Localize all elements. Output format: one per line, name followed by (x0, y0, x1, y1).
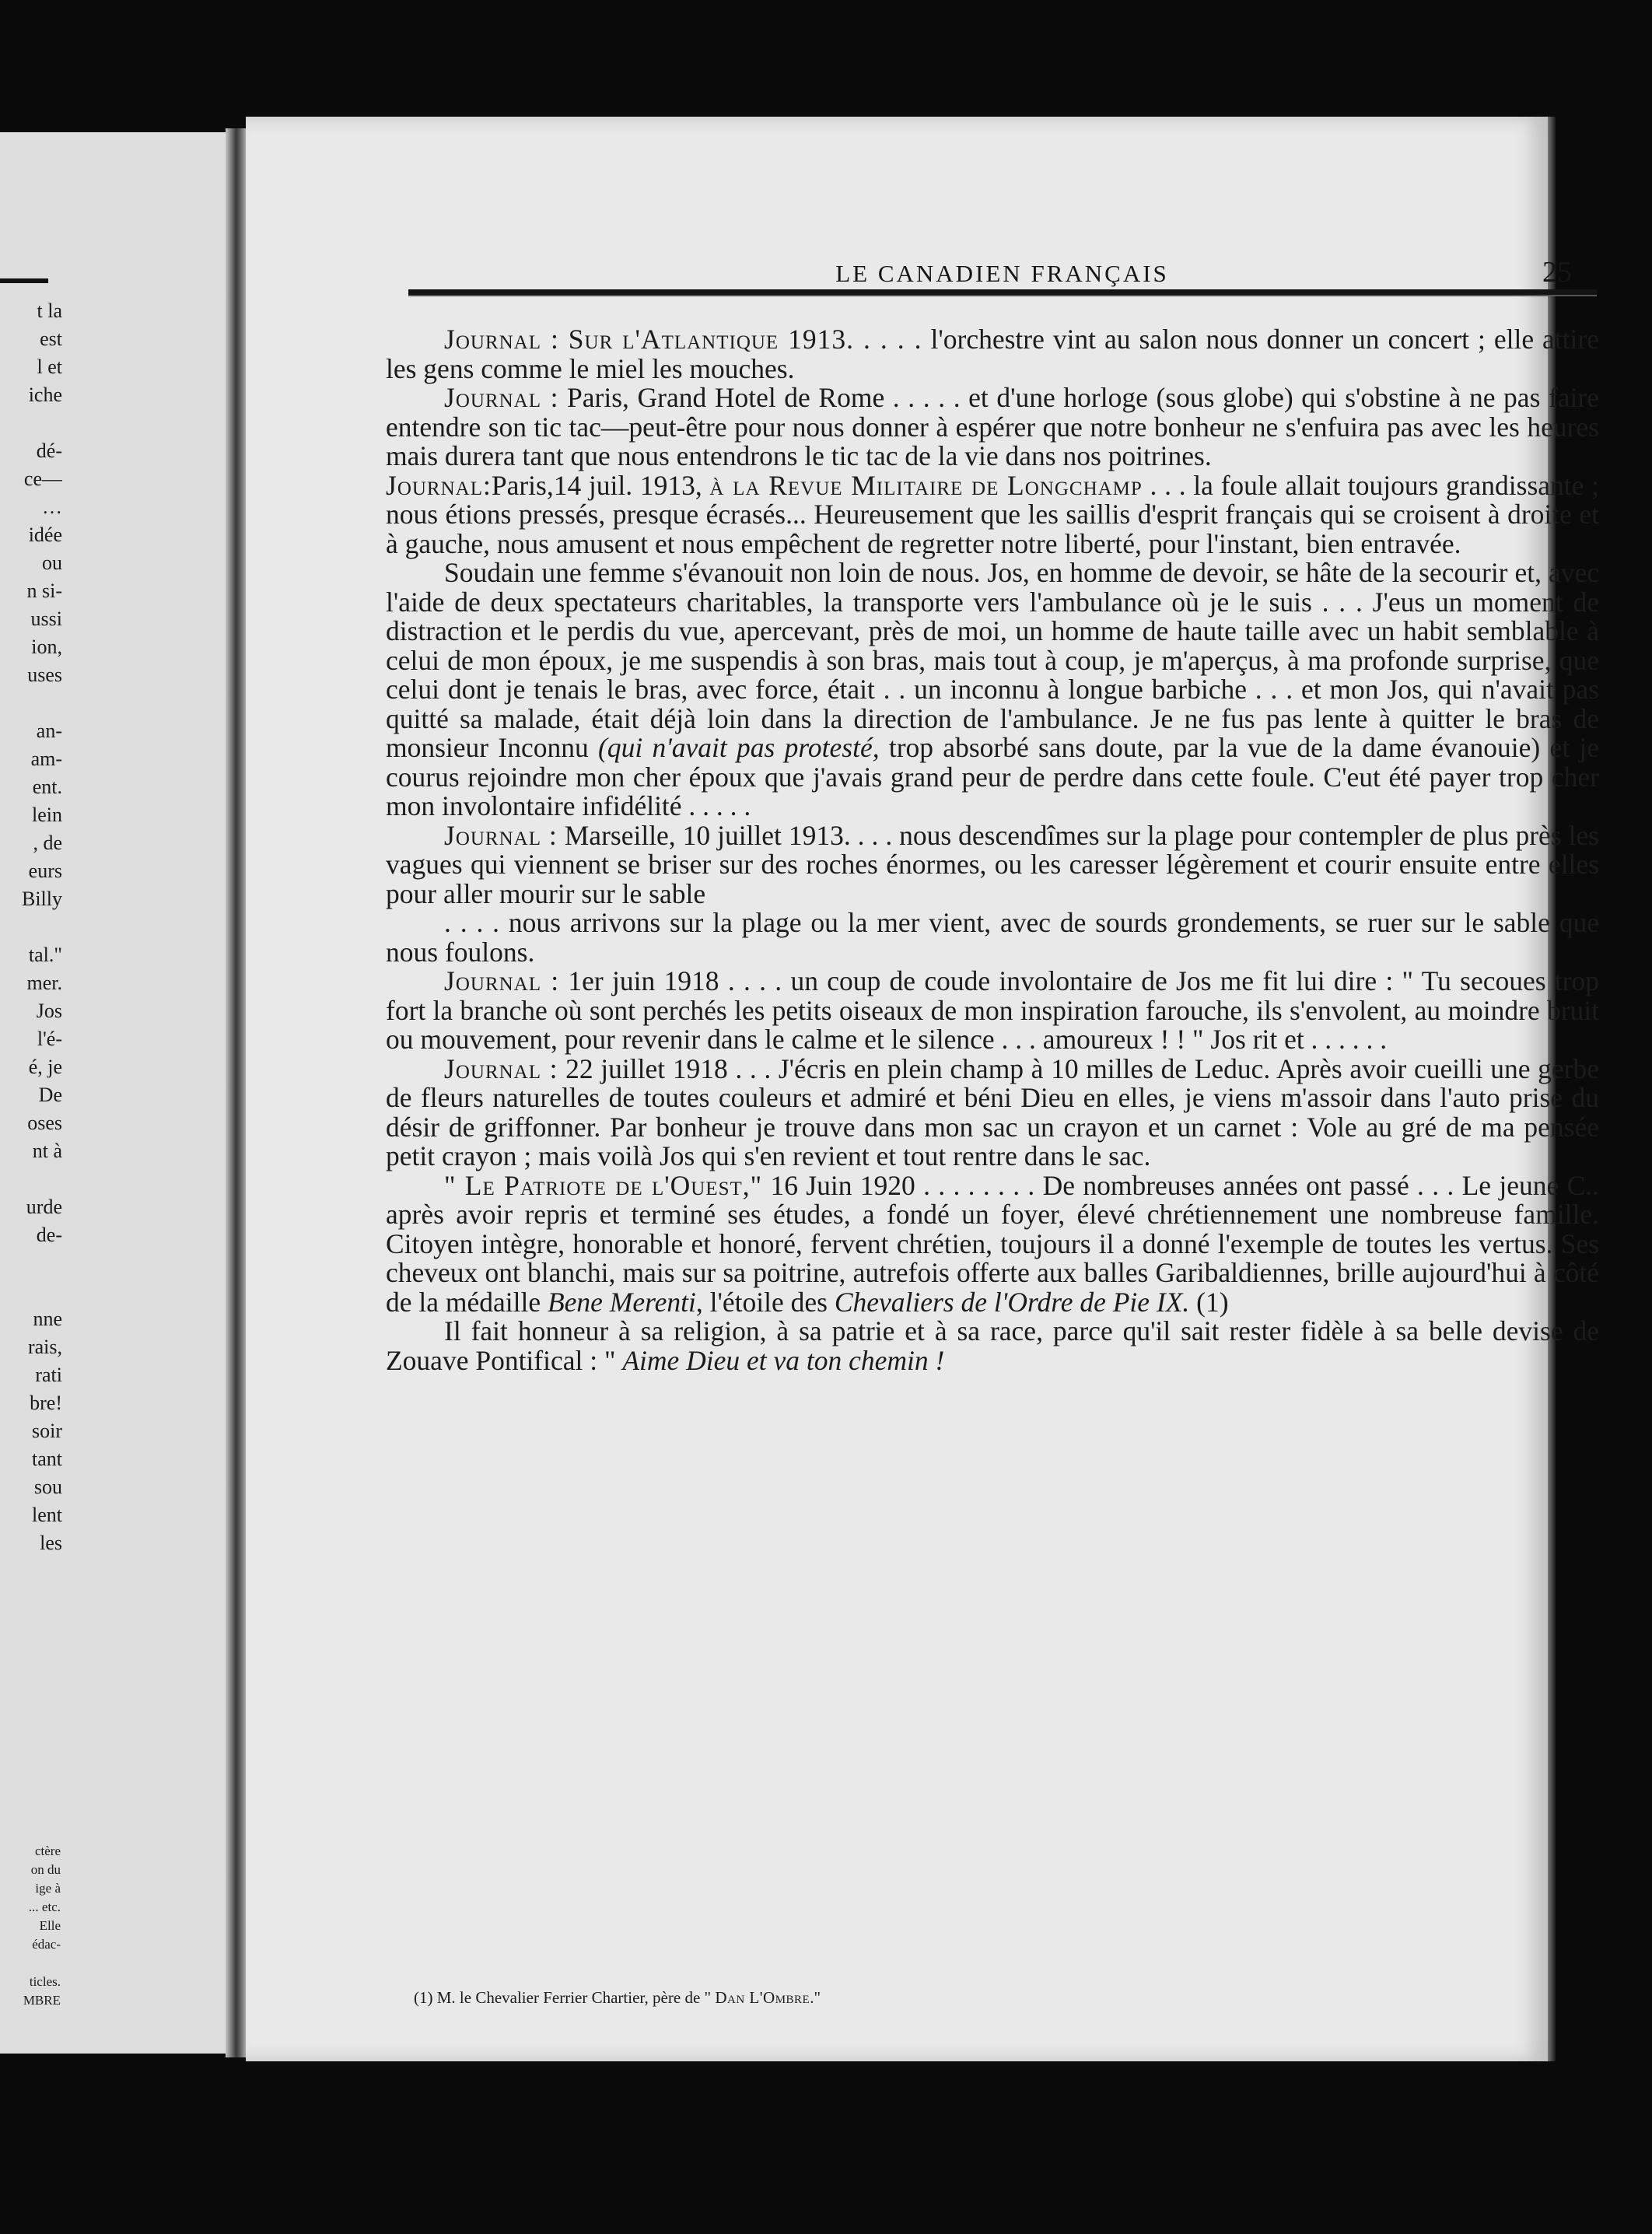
paragraph-text: . . . . nous arrivons sur la plage ou la mer vient, avec de sourds grondements, se ruer sur le sable que nous foulons. (386, 907, 1599, 968)
left-page-fragment-line: idée (28, 523, 62, 546)
page-header (409, 257, 1595, 303)
paragraph-journal-longchamp (386, 471, 1599, 559)
left-page-fragment-line: de- (36, 1224, 62, 1246)
left-page-fragment-line: oses (27, 1112, 62, 1134)
left-page-fragment-line (0, 689, 62, 717)
page-number: 25 (1542, 256, 1572, 289)
left-page-fragment-line: an- (36, 720, 62, 742)
left-page-fragment-line: tant (32, 1448, 62, 1470)
left-page-fragment-line: n si- (26, 580, 62, 602)
paragraph-text: 22 juillet 1918 . . . J'écris en plein champ à 10 milles de Leduc. Après avoir cueilli une gerbe de fleurs naturelles de toutes couleurs et admiré et béni Dieu en elles, je viens m'assoir dans l'auto prise du désir de griffonner. Par bonheur je trouve dans mon sac un crayon et un carnet : Vole au gré de ma pensée petit crayon ; mais voilà Jos qui s'en revient et tout rentre dans le sac. (386, 1052, 1600, 1171)
left-page-fragment-line: sou (33, 1476, 62, 1498)
left-page-fragment-line: les (40, 1532, 62, 1554)
left-page-fragment-line: est (40, 327, 62, 350)
paragraph-lead: Journal : (444, 1052, 558, 1084)
left-page-note-line: ticles. (29, 1974, 61, 1989)
left-page-fragment-line: ou (42, 551, 62, 574)
paragraph-italic: (qui n'avait pas protesté, (598, 732, 880, 763)
paragraph-plage (386, 909, 1599, 967)
left-page-fragment-line (0, 913, 62, 941)
paragraph-date: Paris,14 juil. 1913, (491, 469, 710, 501)
paragraph-devise (386, 1317, 1599, 1375)
header-rule (408, 289, 1597, 296)
paragraph-journal-paris-rome (386, 383, 1599, 471)
paragraph-evanouie (386, 558, 1599, 821)
left-page-fragment-line: tal." (28, 944, 62, 966)
left-page-fragment-line: soir (32, 1420, 62, 1442)
paragraph-text: (1) (1189, 1286, 1229, 1318)
paragraph-lead: " Le Patriote de l'Ouest," (444, 1169, 763, 1201)
left-page-fragment-line (0, 409, 62, 437)
left-page-fragment-line (0, 1249, 62, 1277)
paragraph-place: à la Revue Militaire de Longchamp (709, 469, 1143, 501)
paragraph-lead: Journal : (444, 965, 560, 996)
left-page-fragment-line: dé- (36, 439, 62, 462)
running-title: LE CANADIEN FRANÇAIS (835, 260, 1169, 287)
left-page-note-line: Elle (39, 1918, 61, 1933)
left-page-fragment-line (0, 1277, 62, 1305)
paragraph-journal-atlantique (386, 325, 1599, 383)
footnote-marker: (1) (414, 1988, 433, 2007)
left-page-fragment-line: uses (27, 664, 62, 686)
paragraph-italic: Bene Merenti (547, 1286, 696, 1318)
paragraph-text: l'orchestre vint au salon nous donner un concert ; elle attire les gens comme le miel les mouches. (386, 324, 1599, 384)
left-page-note-line: MBRE (23, 1993, 61, 2008)
paragraph-lead: Journal : (444, 382, 559, 413)
paragraph-text: Paris, Grand Hotel de Rome . . . . . et d'une horloge (sous globe) qui s'obstine à ne pas faire entendre son tic tac—peut-être pour nous donner à espérer que notre bonheur ne s'enfuira pas avec les heures mais durera tant que nous entendrons le tic tac de la vie dans nos poitrines. (386, 382, 1600, 471)
left-page-fragment-line: urde (26, 1196, 62, 1218)
left-page-fragment-line: bre! (30, 1392, 62, 1414)
left-page-fragment-line: t la (37, 299, 62, 322)
paragraph-text: Soudain une femme s'évanouit non loin de nous. Jos, en homme de devoir, se hâte de la secourir et, avec l'aide de deux spectateurs charitables, la transporte vers l'ambulance où je le suis . . . J'eus un moment de distraction et le perdis du vue, apercevant, près de moi, un homme de haute taille avec un habit semblable à celui de mon époux, je me suspendis à son bras, mais tout à coup, je m'aperçus, à ma profonde surprise, que celui dont je tenais le bras, avec force, était . . un inconnu à longue barbiche . . . et mon Jos, qui n'avait pas quitté sa malade, était déjà loin dans la direction de l'ambulance. Je ne fus pas lente à quitter le bras de monsieur Inconnu (386, 557, 1599, 763)
left-page-fragment-line: am- (30, 748, 62, 770)
left-page-line-endings (0, 297, 62, 1557)
left-page-note-line: édac- (32, 1937, 61, 1952)
left-page-fragment-line: Billy (21, 888, 62, 910)
article-body (386, 325, 1599, 1375)
paragraph-text: Marseille, 10 juillet 1913. . . . nous descendîmes sur la plage pour contempler de plus près les vagues qui viennent se briser sur des roches énormes, ou les caresser légèrement et courir ensuite entre elles pour aller mourir sur le sable (386, 819, 1599, 909)
left-page-fragment-line: … (42, 495, 62, 518)
left-page-note-line: ige à (35, 1881, 61, 1896)
footnote-ref: Dan L'Ombre (715, 1988, 810, 2007)
paragraph-text: 16 Juin 1920 . . . . . . . . De nombreuses années ont passé . . . Le jeune C.. après avoir repris et terminé ses études, a fondé un foyer, élevé chrétiennement une nombreuse famille. Citoyen intègre, honorable et honoré, fervent chrétien, toujours il a donné l'exemple de toutes les vertus. Ses cheveux ont blanchi, mais sur sa poitrine, autrefois offerte aux balles Garibaldiennes, brille aujourd'hui à côté de la médaille (386, 1169, 1599, 1318)
paragraph-lead: Journal : (444, 819, 558, 851)
left-page-header-rule (0, 278, 48, 283)
left-page-fragment-line: Jos (36, 1000, 62, 1022)
left-page-fragment-line: eurs (28, 860, 62, 882)
left-page-fragment-line: nne (33, 1308, 62, 1330)
footnote-text: M. le Chevalier Ferrier Chartier, père de " (432, 1988, 716, 2007)
paragraph-journal-juillet-1918 (386, 1052, 1600, 1171)
left-page-fragment-line: iche (28, 383, 62, 406)
left-page-note-line: ctère (34, 1844, 61, 1858)
left-page-fragment-line: lein (32, 804, 62, 826)
right-page (246, 117, 1600, 2061)
paragraph-text: trop absorbé sans doute, par la vue de la dame évanouie) et je courus rejoindre mon cher époux que j'avais grand peur de perdre dans cette foule. C'eut été payer trop cher mon involontaire infidélité . . . . . (386, 732, 1599, 821)
left-page-note-line: ... etc. (28, 1900, 61, 1914)
paragraph-text: 1er juin 1918 . . . . un coup de coude involontaire de Jos me fit lui dire : " Tu secoues trop fort la branche où sont perchés les petits oiseaux de mon inspiration farouche, ils s'envolent, au moindre bruit ou mouvement, pour revenir dans le calme et le silence . . . amoureux ! ! " Jos rit et . . . . . . (386, 965, 1600, 1055)
left-page-fragment-line: l'é- (37, 1028, 62, 1050)
left-page-fragment (0, 132, 233, 2054)
paragraph-text: . . . la foule allait toujours grandissante ; nous étions pressés, presque écrasés... Heureusement que les saillis d'esprit français qui se croisent à droite et à gauche, nous amusent et nous empêchent de regretter notre liberté, pour l'instant, bien entravée. (386, 469, 1599, 559)
paragraph-journal-marseille (386, 821, 1599, 909)
left-page-fragment-line: , de (33, 832, 62, 854)
left-page-fragment-line: mer. (26, 972, 62, 994)
left-page-fragment-line: é, je (28, 1056, 62, 1078)
footnote (414, 1987, 1580, 2008)
left-page-fragment-line: ussi (30, 608, 62, 630)
left-page-note-line: on du (30, 1862, 61, 1877)
left-page-fragment-line (0, 1165, 62, 1193)
left-page-fragment-line: ion, (31, 636, 62, 658)
footnote-close: ." (810, 1988, 821, 2007)
paragraph-lead: Journal: (386, 469, 492, 501)
left-page-fragment-line: l et (37, 355, 62, 378)
paragraph-italic: Aime Dieu et va ton chemin ! (622, 1344, 945, 1376)
paragraph-patriote-ouest (386, 1171, 1599, 1318)
left-page-fragment-line: lent (32, 1504, 62, 1526)
paragraph-journal-juin-1918 (386, 967, 1599, 1055)
left-page-fragment-line: ce— (23, 467, 62, 490)
left-page-fragment-line: ent. (32, 776, 62, 798)
left-page-fragment-line: rati (35, 1364, 62, 1386)
left-page-fragment-line: nt à (32, 1140, 62, 1162)
left-page-fragment-line: rais, (27, 1336, 62, 1358)
paragraph-italic: Chevaliers de l'Ordre de Pie IX. (834, 1286, 1190, 1318)
paragraph-lead: Journal : Sur l'Atlantique 1913. . . . . (444, 324, 922, 355)
paragraph-text: Il fait honneur à sa religion, à sa patrie et à sa race, parce qu'il sait rester fidèle à sa belle devise de Zouave Pontifical : " (386, 1315, 1599, 1376)
left-page-note-line (0, 1954, 61, 1973)
left-page-fragment-line: De (38, 1084, 62, 1106)
paragraph-text: , l'étoile des (695, 1286, 835, 1318)
left-page-footnote-endings (0, 1842, 61, 2010)
